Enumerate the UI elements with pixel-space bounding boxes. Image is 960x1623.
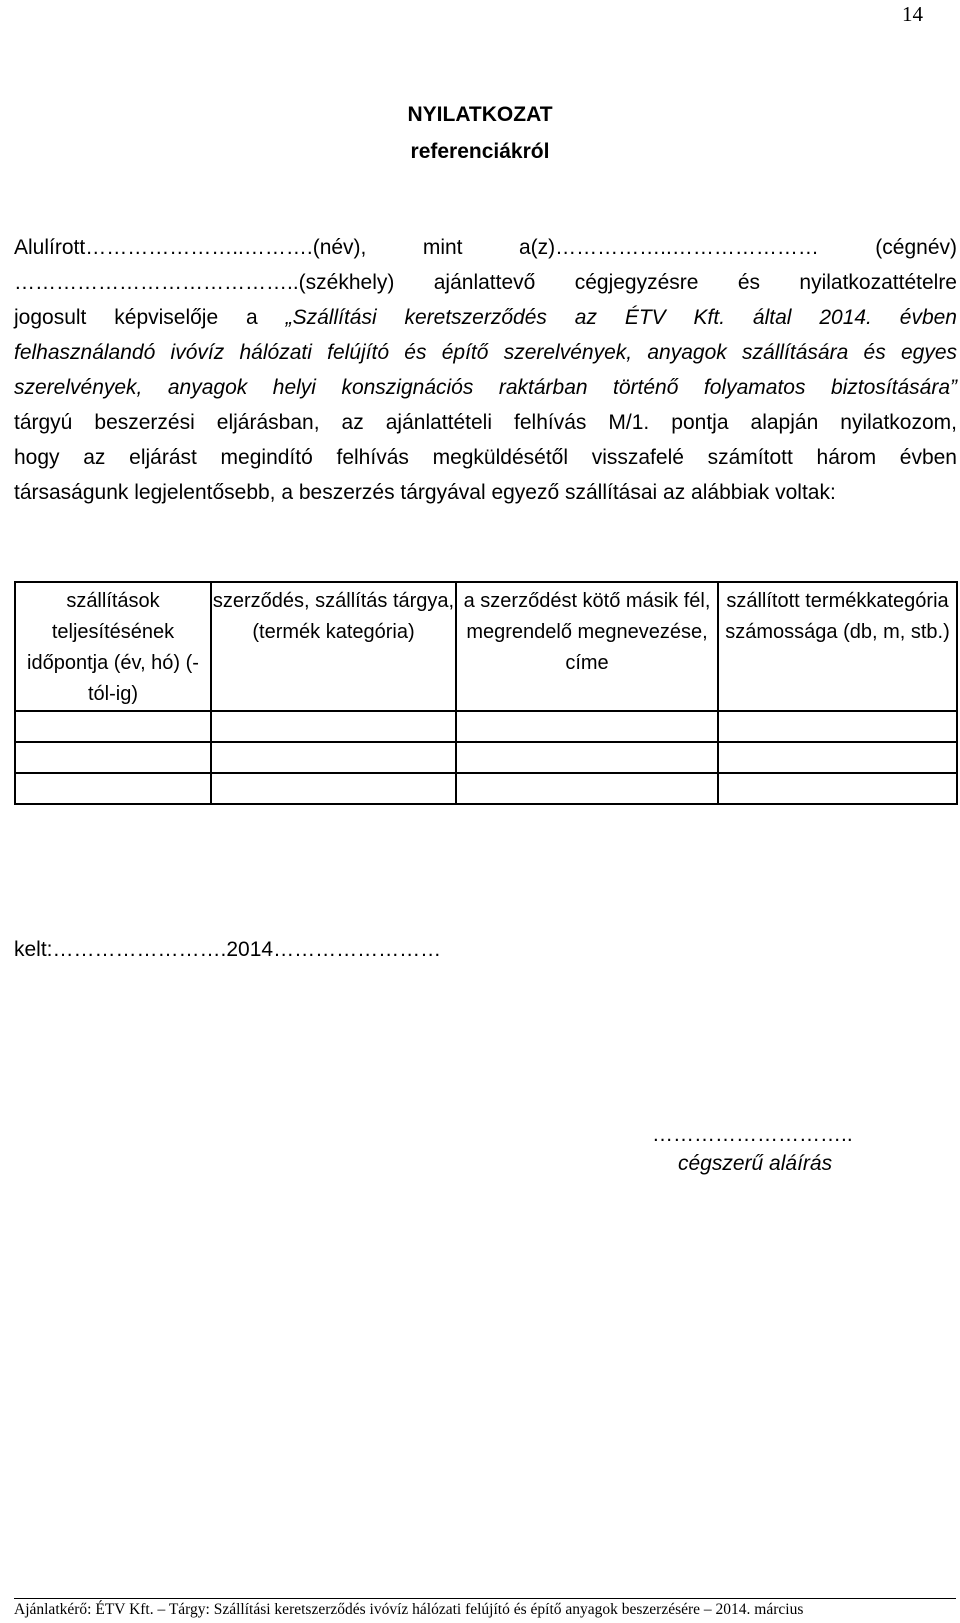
table-cell[interactable] bbox=[211, 742, 456, 773]
paragraph-italic-text: felhasználandó ivóvíz hálózati felújító és építő szerelvények, anyagok szállítására és egyes bbox=[14, 341, 957, 364]
table-row bbox=[15, 742, 957, 773]
table-cell[interactable] bbox=[456, 773, 718, 804]
signature-line: ……………………….. bbox=[652, 1123, 853, 1146]
table-cell[interactable] bbox=[15, 773, 211, 804]
paragraph-text: jogosult képviselője a bbox=[14, 306, 286, 329]
document-subtitle: referenciákról bbox=[410, 140, 550, 163]
table-cell[interactable] bbox=[456, 711, 718, 742]
paragraph-line: társaságunk legjelentősebb, a beszerzés tárgyával egyező szállításai az alábbiak voltak: bbox=[14, 481, 836, 504]
reference-table bbox=[14, 581, 958, 805]
paragraph-italic-text: „Szállítási keretszerződés az ÉTV Kft. által 2014. évben bbox=[285, 306, 957, 329]
paragraph-line: …………………………………..(székhely) ajánlattevő cégjegyzésre és nyilatkozattételre bbox=[14, 271, 957, 294]
document-title: NYILATKOZAT bbox=[407, 103, 553, 126]
table-cell[interactable] bbox=[15, 742, 211, 773]
date-line: kelt:…………………….2014…………………… bbox=[14, 938, 442, 961]
signature-label: cégszerű aláírás bbox=[678, 1152, 833, 1175]
paragraph-line bbox=[14, 370, 957, 405]
table-header-row bbox=[15, 582, 957, 711]
declaration-paragraph bbox=[14, 230, 957, 510]
table-cell[interactable] bbox=[456, 742, 718, 773]
table-cell[interactable] bbox=[718, 711, 957, 742]
header-quantity: szállított termékkategória számossága (db, m, stb.) bbox=[718, 582, 957, 711]
table-cell[interactable] bbox=[211, 773, 456, 804]
header-contract-subject: szerződés, szállítás tárgya, (termék kategória) bbox=[211, 582, 456, 711]
paragraph-line bbox=[14, 300, 957, 335]
table-cell[interactable] bbox=[211, 711, 456, 742]
page-footer: Ajánlatkérő: ÉTV Kft. – Tárgy: Szállítási keretszerződés ivóvíz hálózati felújító és építő anyagok beszerzésére – 2014. március bbox=[14, 1598, 956, 1619]
paragraph-line: Alulírott…………………..……….(név), mint a(z)……………..………………… (cégnév) bbox=[14, 236, 957, 259]
table-row bbox=[15, 773, 957, 804]
table-row bbox=[15, 711, 957, 742]
paragraph-italic-text: szerelvények, anyagok helyi konszignációs raktárban történő folyamatos biztosítására” bbox=[14, 376, 957, 399]
paragraph-line: hogy az eljárást megindító felhívás megküldésétől visszafelé számított három évben bbox=[14, 446, 957, 469]
paragraph-line: tárgyú beszerzési eljárásban, az ajánlattételi felhívás M/1. pontja alapján nyilatkozom, bbox=[14, 411, 957, 434]
paragraph-line bbox=[14, 335, 957, 370]
header-delivery-date: szállítások teljesítésének időpontja (év, hó) (-tól-ig) bbox=[15, 582, 211, 711]
page-number: 14 bbox=[902, 2, 923, 26]
header-counterparty: a szerződést kötő másik fél, megrendelő megnevezése, címe bbox=[456, 582, 718, 711]
table-cell[interactable] bbox=[718, 773, 957, 804]
table-cell[interactable] bbox=[718, 742, 957, 773]
table-cell[interactable] bbox=[15, 711, 211, 742]
